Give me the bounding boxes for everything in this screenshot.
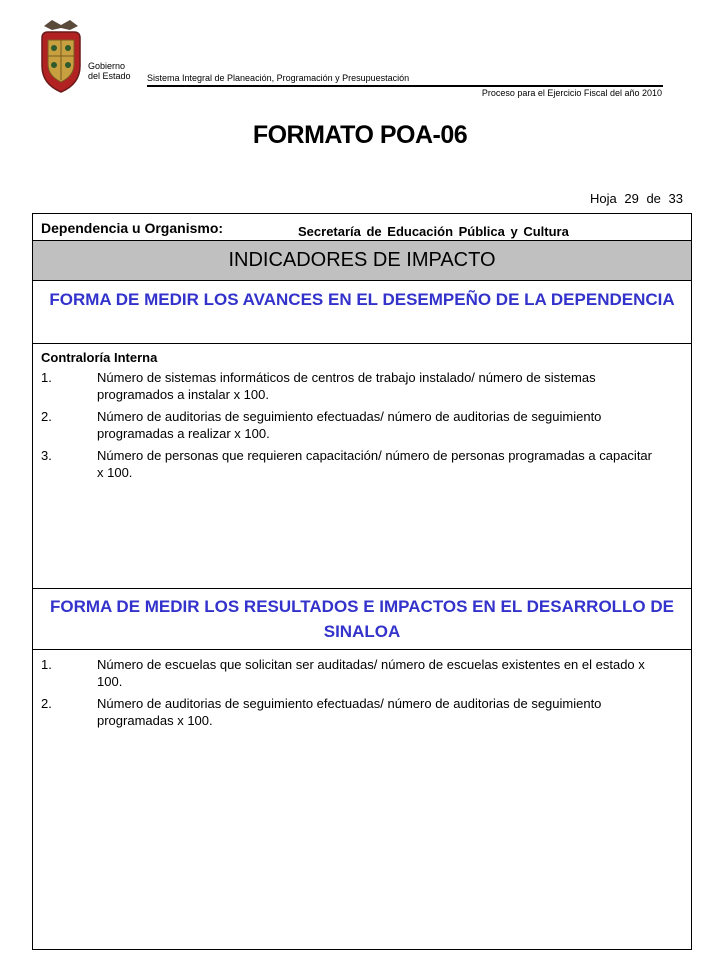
- sheet-label: Hoja: [589, 191, 617, 206]
- gov-line-1: Gobierno: [88, 61, 126, 71]
- item-number: 1.: [41, 370, 52, 385]
- format-title: FORMATO POA-06: [252, 121, 468, 149]
- section2-body: [41, 656, 681, 734]
- government-label: [88, 61, 131, 81]
- list-item: [41, 408, 681, 442]
- process-label: Proceso para el Ejercicio Fiscal del año 2010: [481, 88, 662, 98]
- item-number: 2.: [41, 696, 52, 711]
- system-title: Sistema Integral de Planeación, Programación y Presupuestación: [147, 73, 410, 83]
- item-text: Número de escuelas que solicitan ser auditadas/ número de escuelas existentes en el estado x 100.: [97, 657, 645, 689]
- gov-line-2: del Estado: [88, 71, 131, 81]
- item-number: 3.: [41, 448, 52, 463]
- sheet-of: de: [646, 191, 661, 206]
- sheet-current: 29: [624, 191, 639, 206]
- section-header: INDICADORES DE IMPACTO: [33, 241, 691, 281]
- indicators-frame: [32, 213, 692, 950]
- dependency-value: Secretaría de Educación Pública y Cultura: [298, 224, 569, 239]
- dependency-label: Dependencia u Organismo:: [41, 220, 224, 236]
- list-item: [41, 656, 681, 690]
- section2-title: FORMA DE MEDIR LOS RESULTADOS E IMPACTOS EN EL DESARROLLO DE SINALOA: [33, 588, 691, 650]
- list-item: [41, 447, 681, 481]
- section1-subtitle: Contraloría Interna: [41, 350, 158, 365]
- item-text: Número de auditorias de seguimiento efectuadas/ número de auditorias de seguimiento programadas x 100.: [97, 696, 602, 728]
- list-item: [41, 369, 681, 403]
- item-number: 2.: [41, 409, 52, 424]
- list-item: [41, 695, 681, 729]
- item-text: Número de auditorias de seguimiento efectuadas/ número de auditorias de seguimiento programadas a realizar x 100.: [97, 409, 602, 441]
- item-number: 1.: [41, 657, 52, 672]
- sheet-total: 33: [668, 191, 683, 206]
- state-coat-of-arms-logo: [36, 18, 86, 96]
- item-text: Número de personas que requieren capacitación/ número de personas programadas a capacitar x 100.: [97, 448, 652, 480]
- sheet-number: [586, 191, 683, 206]
- header-rule: [147, 85, 663, 87]
- section1-title: FORMA DE MEDIR LOS AVANCES EN EL DESEMPEÑO DE LA DEPENDENCIA: [33, 281, 691, 344]
- section1-body: [41, 350, 681, 486]
- dependency-row: [33, 214, 691, 241]
- item-text: Número de sistemas informáticos de centros de trabajo instalado/ número de sistemas programados a instalar x 100.: [97, 370, 596, 402]
